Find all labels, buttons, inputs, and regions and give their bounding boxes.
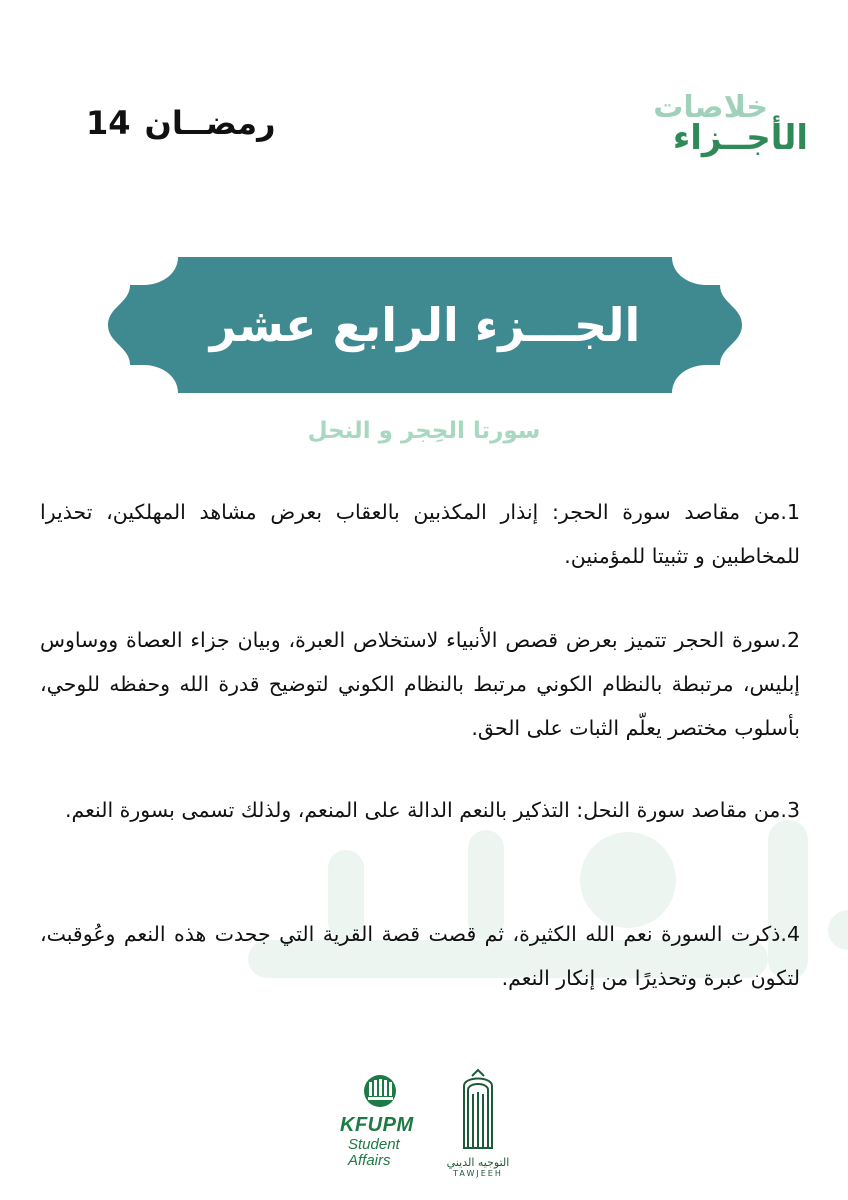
tawjeeh-english: TAWJEEH (453, 1169, 503, 1178)
ramadan-day-label (86, 98, 276, 148)
banner-title: الجـــزء الرابع عشر (209, 298, 641, 352)
point-2 (40, 618, 800, 750)
point-text: من مقاصد سورة الحجر: إنذار المكذبين بالعقاب بعرض مشاهد المهلكين، تحذيرا للمخاطبين و تثبيتا للمؤمنين. (40, 500, 800, 568)
point-3 (40, 788, 800, 832)
point-text: سورة الحجر تتميز بعرض قصص الأنبياء لاستخلاص العبرة، وبيان جزاء العصاة ووساوس إبليس، مرتبطة بالنظام الكوني مرتبط بالنظام الكوني لتوضيح قدرة الله وحفظه للوحي، بأسلوب مختصر يعلّم الثبات على الحق. (40, 628, 800, 740)
tawjeeh-logo (438, 1068, 518, 1178)
kfupm-student-affairs-logo (340, 1074, 424, 1169)
tawjeeh-arabic: التوجيه الديني (446, 1156, 510, 1169)
point-number: 4. (780, 922, 800, 946)
point-1 (40, 490, 800, 578)
khulasat-logo (518, 90, 808, 170)
ramadan-word: رمضــان (144, 104, 276, 142)
surahs-subtitle: سورتا الحِجر و النحل (307, 418, 541, 444)
point-text: من مقاصد سورة النحل: التذكير بالنعم الدالة على المنعم، ولذلك تسمى بسورة النعم. (64, 798, 781, 822)
ramadan-day-number: 14 (86, 104, 131, 142)
point-number: 1. (780, 500, 800, 524)
logo-top-text: خلاصات (653, 90, 768, 125)
point-number: 3. (780, 798, 800, 822)
point-number: 2. (780, 628, 800, 652)
title-banner (108, 255, 742, 395)
kfupm-line-1: Student (348, 1136, 400, 1153)
logo-bottom-text: الأجــزاء (672, 118, 808, 158)
kfupm-emblem-icon (360, 1074, 400, 1108)
tawjeeh-tower-icon (456, 1068, 500, 1150)
kfupm-name: KFUPM (340, 1114, 414, 1136)
point-text: ذكرت السورة نعم الله الكثيرة، ثم قصت قصة القرية التي جحدت هذه النعم وعُوقبت، لتكون عبرة وتحذيرًا من إنكار النعم. (40, 922, 800, 990)
point-4 (40, 912, 800, 1000)
kfupm-line-2: Affairs (348, 1152, 391, 1169)
